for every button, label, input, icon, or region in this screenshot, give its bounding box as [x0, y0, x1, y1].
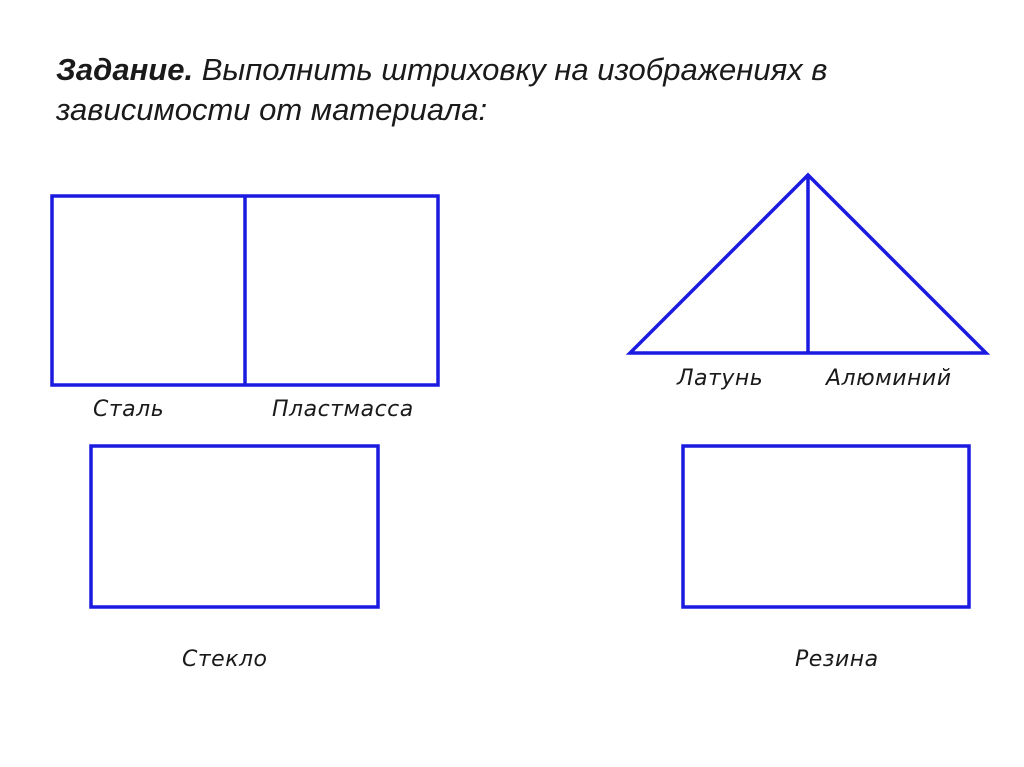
steel-plastic-figure [52, 196, 438, 422]
glass-outline [91, 446, 378, 607]
label-rubber: Резина [795, 647, 879, 672]
brass-aluminum-figure [630, 175, 986, 391]
task-lead: Задание. [56, 52, 194, 87]
glass-figure [91, 446, 378, 672]
label-glass: Стекло [182, 647, 268, 672]
rubber-figure [683, 446, 969, 672]
label-steel: Сталь [93, 397, 165, 422]
task-body: Выполнить штриховку на изображениях в зависимости от материала: [56, 52, 828, 127]
rubber-outline [683, 446, 969, 607]
label-plastic: Пластмасса [272, 397, 414, 422]
label-brass: Латунь [677, 366, 764, 391]
label-aluminum: Алюминий [826, 366, 952, 391]
